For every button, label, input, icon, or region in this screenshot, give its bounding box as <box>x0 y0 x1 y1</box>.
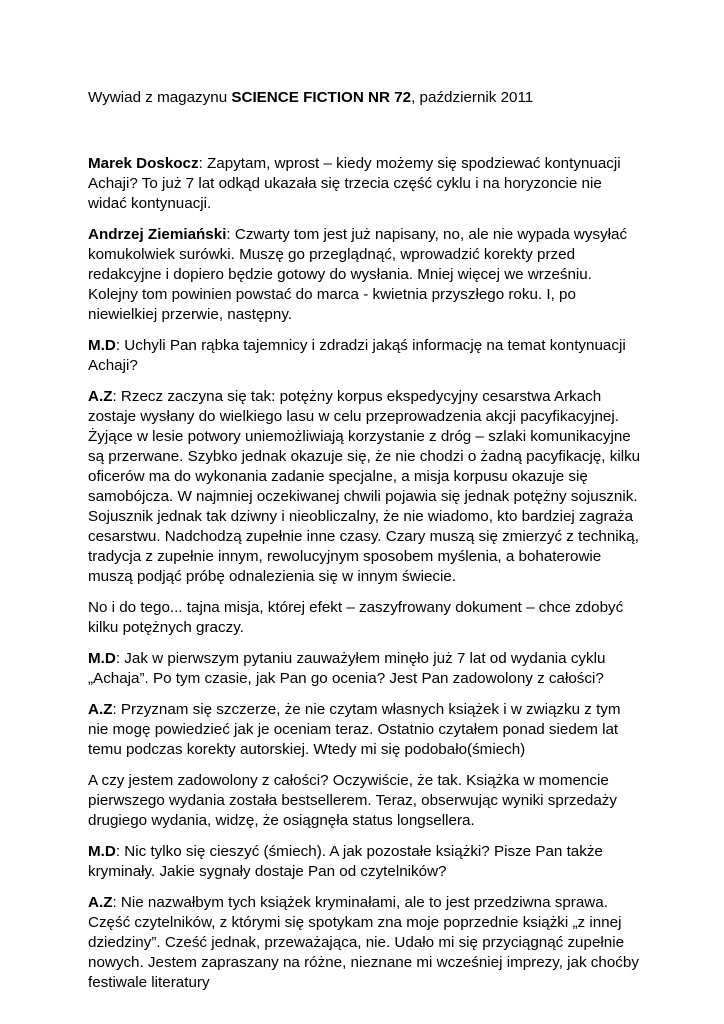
document-header <box>88 88 644 108</box>
header-date: , październik 2011 <box>411 89 534 106</box>
paragraph-text: : Jak w pierwszym pytaniu zauważyłem minęło już 7 lat od wydania cyklu „Achaja”. Po tym czasie, jak Pan go ocenia? Jest Pan zadowolony z całości? <box>88 650 606 687</box>
speaker-label: Marek Doskocz <box>88 155 199 172</box>
interview-paragraph <box>88 387 644 587</box>
speaker-label: A.Z <box>88 388 113 405</box>
magazine-title: SCIENCE FICTION NR 72 <box>231 89 412 106</box>
interview-paragraph <box>88 154 644 214</box>
paragraph-text: : Nie nazwałbym tych książek kryminałami, ale to jest przedziwna sprawa. Część czytelników, z którymi się spotykam zna moje poprzednie książki „z innej dziedziny”. Cześć jednak, przeważająca, nie. Udało mi się przyciągnąć zupełnie nowych. Jestem zapraszany na różne, nieznane mi wcześniej imprezy, jak choćby festiwale literatury <box>88 894 639 991</box>
paragraph-text: : Zapytam, wprost – kiedy możemy się spodziewać kontynuacji Achaji? To już 7 lat odkąd ukazała się trzecia część cyklu i na horyzoncie nie widać kontynuacji. <box>88 155 621 212</box>
paragraph-text: : Uchyli Pan rąbka tajemnicy i zdradzi jakąś informację na temat kontynuacji Achaji? <box>88 337 626 374</box>
interview-paragraph <box>88 598 644 638</box>
paragraph-text: A czy jestem zadowolony z całości? Oczywiście, że tak. Książka w momencie pierwszego wydania została bestsellerem. Teraz, obserwując wyniki sprzedaży drugiego wydania, widzę, że osiągnęła status longsellera. <box>88 772 617 829</box>
paragraph-text: No i do tego... tajna misja, której efekt – zaszyfrowany dokument – chce zdobyć kilku potężnych graczy. <box>88 599 624 636</box>
paragraph-text: : Nic tylko się cieszyć (śmiech). A jak pozostałe książki? Pisze Pan także kryminały. Jakie sygnały dostaje Pan od czytelników? <box>88 843 603 880</box>
interview-paragraph <box>88 771 644 831</box>
paragraph-text: : Czwarty tom jest już napisany, no, ale nie wypada wysyłać komukolwiek surówki. Muszę go przeglądnąć, wprowadzić korekty przed redakcyjne i dopiero będzie gotowy do wysłania. Mniej więcej we wrześniu. Kolejny tom powinien powstać do marca - kwietnia przyszłego roku. I, po niewielkiej przerwie, następny. <box>88 226 628 323</box>
interview-paragraph <box>88 893 644 993</box>
interview-paragraph <box>88 225 644 325</box>
interview-paragraph <box>88 842 644 882</box>
interview-paragraph <box>88 700 644 760</box>
speaker-label: M.D <box>88 337 116 354</box>
header-prefix: Wywiad z magazynu <box>88 89 232 106</box>
paragraph-text: : Przyznam się szczerze, że nie czytam własnych książek i w związku z tym nie mogę powiedzieć jak je oceniam teraz. Ostatnio czytałem ponad siedem lat temu podczas korekty autorskiej. Wtedy mi się podobało(śmiech) <box>88 701 621 758</box>
interview-paragraph <box>88 649 644 689</box>
speaker-label: M.D <box>88 650 116 667</box>
speaker-label: A.Z <box>88 701 113 718</box>
speaker-label: M.D <box>88 843 116 860</box>
paragraph-text: : Rzecz zaczyna się tak: potężny korpus ekspedycyjny cesarstwa Arkach zostaje wysłany do wielkiego lasu w celu przeprowadzenia akcji pacyfikacyjnej. Żyjące w lesie potwory uniemożliwiają korzystanie z dróg – szlaki komunikacyjne są przerwane. Szybko jednak okazuje się, że nie chodzi o żadną pacyfikację, kilku oficerów ma do wykonania zadanie specjalne, a misja korpusu okazuje się samobójcza. W najmniej oczekiwanej chwili pojawia się jednak potężny sojusznik. Sojusznik jednak tak dziwny i nieobliczalny, że nie wiadomo, kto bardziej zagraża cesarstwu. Nadchodzą zupełnie inne czasy. Czary muszą się zmierzyć z techniką, tradycja z zupełnie innym, rewolucyjnym sposobem myślenia, a bohaterowie muszą podjąć próbę odnalezienia się w innym świecie. <box>88 388 641 585</box>
interview-paragraph <box>88 336 644 376</box>
speaker-label: A.Z <box>88 894 113 911</box>
speaker-label: Andrzej Ziemiański <box>88 226 227 243</box>
